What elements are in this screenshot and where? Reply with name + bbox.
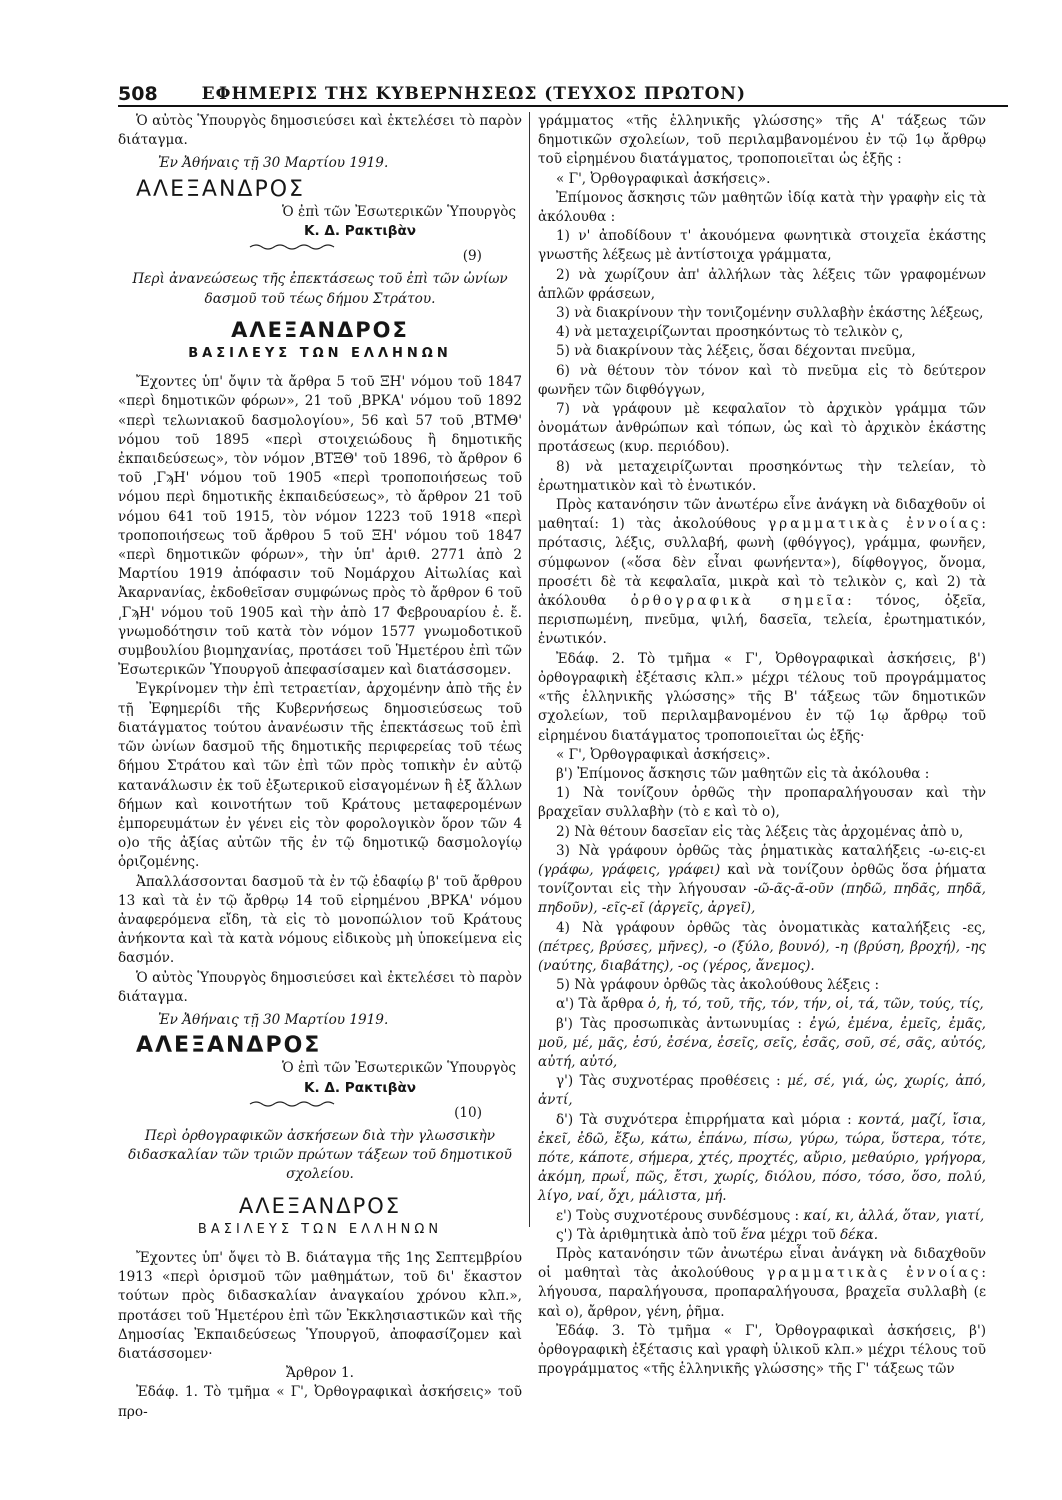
spaced-term: ὀρθογραφικὰ σημεῖα xyxy=(630,593,848,610)
list-item: 1) ν' ἀποδίδουν τ' ἀκουόμενα φωνητικὰ στοιχεῖα ἑκάστης γνωστῆς λέξεως μὲ ἀντίστοιχα γράμματα, xyxy=(538,228,986,264)
list-item: 5) νὰ διακρίνουν τὰς λέξεις, ὅσαι δέχονται πνεῦμα, xyxy=(556,343,916,360)
text-run: α') Τὰ ἄρθρα xyxy=(556,996,644,1013)
text-run: καὶ νὰ τονίζουν ὀρθῶς ὅσα ῥήματα τονίζονται εἰς τὴν λήγουσαν xyxy=(538,861,987,898)
decree-paragraph: β') Ἐπίμονος ἄσκησις τῶν μαθητῶν εἰς τὰ ἀκόλουθα : xyxy=(556,765,930,782)
article-heading: Ἄρθρον 1. xyxy=(286,1365,354,1382)
closing-paragraph: Ὁ αὐτὸς Ὑπουργὸς δημοσιεύσει καὶ ἐκτελέσει τὸ παρὸν διάταγμα. xyxy=(118,113,522,149)
list-item: 3) νὰ διακρίνουν τὴν τονιζομένην συλλαβὴν ἑκάστης λέξεως, xyxy=(556,305,984,322)
example-words: δέκα. xyxy=(840,1226,879,1243)
decree-paragraph: γράμματος «τῆς ἑλληνικῆς γλώσσης» τῆς Α' τάξεως τῶν δημοτικῶν σχολείων, τοῦ περιλαμβανομένου ἐν τῷ 1ῳ ἄρθρῳ τοῦ εἰρημένου διατάγματος, τροποποιεῖται ὡς ἑξῆς : xyxy=(538,113,986,168)
list-item xyxy=(538,1015,986,1073)
text-run: δ') Τὰ συχνότερα ἐπιρρήματα καὶ μόρια : xyxy=(556,1111,852,1128)
decree-paragraph: Ἔχοντες ὑπ' ὄψιν τὰ ἄρθρα 5 τοῦ ΞΗ' νόμου τοῦ 1847 «περὶ δημοτικῶν φόρων», 21 τοῦ ͵ΒΡΚΑ' νόμου τοῦ 1892 «περὶ τελωνιακοῦ δασμολογίου», 56 καὶ 57 τοῦ ͵ΒΤΜΘ' νόμου τοῦ 1895 «περὶ στοιχειώδους ἢ δημοτικῆς ἐκπαιδεύσεως», τὸν νόμον ͵ΒΤΞΘ' τοῦ 1896, τὸ ἄρθρον 6 τοῦ ͵ΓϡΗ' νόμου τοῦ 1905 «περὶ τροποποιήσεως τοῦ νόμου περὶ δημοτικῆς ἐκπαιδεύσεως», τὸ ἄρθρον 21 τοῦ νόμου 641 τοῦ 1915, τὸν νόμον 1223 τοῦ 1918 «περὶ τροποποιήσεως τοῦ ἄρθρου 5 τοῦ ΞΗ' νόμου τοῦ 1847 «περὶ δημοτικῶν φόρων», τὴν ὑπ' ἀριθ. 2771 ἀπὸ 2 Μαρτίου 1919 ἀπόφασιν τοῦ Νομάρχου Αἰτωλίας καὶ Ἀκαρνανίας, ἐκδοθεῖσαν συμφώνως πρὸς τὸ ἄρθρον 6 τοῦ ͵ΓϡΗ' νόμου τοῦ 1905 καὶ τὴν ἀπὸ 17 Φεβρουαρίου ἐ. ἔ. γνωμοδότησιν τοῦ κατὰ τὸν νόμον 1577 γνωμοδοτικοῦ συμβουλίου βιομηχανίας, προτάσει τοῦ Ἡμετέρου ἐπὶ τῶν Ἐσωτερικῶν Ὑπουργοῦ ἀπεφασίσαμεν καὶ διατάσσομεν. xyxy=(118,374,522,679)
closing-paragraph: Ὁ αὐτὸς Ὑπουργὸς δημοσιεύσει καὶ ἐκτελέσει τὸ παρὸν διάταγμα. xyxy=(118,969,522,1005)
spaced-term: γραμματικὰς ἐννοίας xyxy=(768,516,982,533)
example-words: -ῶ-ᾶς-ᾶ-οῦν (πηδῶ, πηδᾶς, πηδᾶ, πηδοῦν), -εῖς-εῖ (ἀργεῖς, ἀργεῖ), xyxy=(538,881,987,917)
text-run: Πρὸς κατανόησιν τῶν ἀνωτέρω εἶναι ἀνάγκη νὰ διδαχθοῦν οἱ μαθηταὶ τὰς ἀκολούθους xyxy=(538,1245,986,1282)
list-item: 8) νὰ μεταχειρίζωνται προσηκόντως τὴν τελείαν, τὸ ἐρωτηματικὸν καὶ τὸ ἑνωτικόν. xyxy=(538,458,986,494)
text-run: Πρὸς κατανόησιν τῶν ἀνωτέρω εἶνε ἀνάγκη νὰ διδαχθοῦν οἱ μαθηταί: 1) τὰς ἀκολούθους xyxy=(538,497,986,533)
text-run: : λήγουσα, παραλήγουσα, προπαραλήγουσα, βραχεῖα συλλαβὴ (ε καὶ ο), ἄρθρον, γένη, ῥῆμα. xyxy=(538,1265,986,1320)
section-heading: « Γ', Ὀρθογραφικαὶ ἀσκήσεις». xyxy=(556,170,771,187)
minister-title: Ὁ ἐπὶ τῶν Ἐσωτερικῶν Ὑπουργὸς xyxy=(282,1060,516,1077)
list-item: 6) νὰ θέτουν τὸν τόνον καὶ τὸ πνεῦμα εἰς τὸ δεύτερον φωνῆεν τῶν διφθόγγων, xyxy=(538,362,986,398)
text-run: 1) Νὰ τονίζουν ὀρθῶς τὴν προπαραλήγουσαν καὶ τὴν βραχεῖαν συλλαβὴν xyxy=(538,785,986,821)
example-words: (γράφω, γράφεις, γράφει) xyxy=(538,861,721,878)
royal-title-heading: ΒΑΣΙΛΕΥΣ ΤΩΝ ΕΛΛΗΝΩΝ xyxy=(197,1221,443,1237)
example-words: (πέτρες, βρύσες, μῆνες), -ο (ξύλο, βουνό), -η (βρύση, βροχή), -ης (ναύτης, διαβάτης), -ος (γέρος, ἄνεμος). xyxy=(538,938,986,974)
text-run: γ') Τὰς συχνοτέρας προθέσεις : xyxy=(556,1073,781,1090)
decree-paragraph: Ἀπαλλάσσονται δασμοῦ τὰ ἐν τῷ ἐδαφίῳ β' τοῦ ἄρθρου 13 καὶ τὰ ἐν τῷ ἄρθρῳ 14 τοῦ εἰρημένου ͵ΒΡΚΑ' νόμου ἀναφερόμενα εἴδη, τὰ εἰς τὸ μονοπώλιον τοῦ Κράτους ἀνήκοντα καὶ τὰ κατὰ νόμους εἰδικοὺς μὴ ὑποκείμενα εἰς δασμόν. xyxy=(118,873,522,967)
minister-title: Ὁ ἐπὶ τῶν Ἐσωτερικῶν Ὑπουργὸς xyxy=(282,203,516,220)
gazette-masthead: ΕΦΗΜΕΡΙΣ ΤΗΣ ΚΥΒΕΡΝΗΣΕΩΣ (ΤΕΥΧΟΣ ΠΡΩΤΟΝ) xyxy=(201,84,747,104)
text-run: μέχρι τοῦ xyxy=(770,1226,836,1243)
list-item xyxy=(538,842,986,919)
decree-number: (9) xyxy=(462,248,482,265)
list-item xyxy=(538,784,986,822)
king-signature: ΑΛΕΞΑΝΔΡΟΣ xyxy=(136,176,305,202)
page-number: 508 xyxy=(118,83,158,105)
example-words: ἕνα xyxy=(740,1226,766,1243)
decree-paragraph: Ἐδάφ. 1. Τὸ τμῆμα « Γ', Ὀρθογραφικαὶ ἀσκήσεις» τοῦ προ- xyxy=(118,1384,522,1420)
decree-paragraph xyxy=(538,496,986,650)
text-run: 3) Νὰ γράφουν ὀρθῶς τὰς ῥηματικὰς καταλήξεις -ω-εις-ει xyxy=(556,842,986,859)
text-run: ς') Τὰ ἀριθμητικὰ ἀπὸ τοῦ xyxy=(556,1226,737,1243)
royal-name-heading: ΑΛΕΞΑΝΔΡΟΣ xyxy=(231,317,409,342)
decree-paragraph xyxy=(538,1245,986,1322)
decree-paragraph: Ἐπίμονος ἄσκησις τῶν μαθητῶν ἰδίᾳ κατὰ τὴν γραφὴν εἰς τὰ ἀκόλουθα : xyxy=(538,189,986,226)
list-item xyxy=(538,1226,986,1245)
right-column xyxy=(538,112,986,1379)
text-run: 4) Νὰ γράφουν ὀρθῶς τὰς ὀνοματικὰς καταλήξεις -ες, xyxy=(556,919,986,936)
example-words: ὁ, ἡ, τό, τοῦ, τῆς, τόν, τήν, οἱ, τά, τῶν, τούς, τίς, xyxy=(647,996,984,1013)
text-run: (τὸ ε καὶ τὸ ο), xyxy=(677,804,780,821)
minister-signature: Κ. Δ. Ρακτιβὰν xyxy=(303,1079,417,1096)
list-item xyxy=(538,995,986,1014)
decree-paragraph: Ἐγκρίνομεν τὴν ἐπὶ τετραετίαν, ἀρχομένην ἀπὸ τῆς ἐν τῇ Ἐφημερίδι τῆς Κυβερνήσεως δημοσιεύσεως τοῦ διατάγματος τούτου ἀνανέωσιν τῆς ἐπεκτάσεως τοῦ ἐπὶ τῶν ὠνίων δασμοῦ τῆς δημοτικῆς περιφερείας τοῦ τέως δήμου Στράτου καὶ τῶν ἐπὶ τῶν πρὸς τοπικὴν ἐν αὐτῷ κατανάλωσιν ἐκ τοῦ ἐξωτερικοῦ εἰσαγομένων ἢ ἐξ ἄλλων δήμων καὶ κοινοτήτων τοῦ Κράτους μεταφερομένων ἐμπορευμάτων ἐν γένει εἰς τὸν φορολογικὸν ὅρον τῶν 4 ο)ο τῆς ἀξίας αὐτῶν τῆς ἐν τῷ δημοτικῷ δασμολογίῳ ὁριζομένης. xyxy=(118,681,522,871)
decree-paragraph: Ἐδάφ. 2. Τὸ τμῆμα « Γ', Ὀρθογραφικαὶ ἀσκήσεις, β') ὀρθογραφικὴ ἐξέτασις κλπ.» μέχρι τέλους τοῦ προγράμματος «τῆς ἑλληνικῆς γλώσσης» τῆς Β' τάξεως τῶν δημοτικῶν σχολείων, τοῦ περιλαμβανομένου ἐν τῷ 1ῳ ἄρθρῳ τοῦ εἰρημένου διατάγματος τροποποιεῖται ὡς ἑξῆς· xyxy=(538,650,986,744)
decree-title: Περὶ ἀνανεώσεως τῆς ἐπεκτάσεως τοῦ ἐπὶ τῶν ὠνίων δασμοῦ τοῦ τέως δήμου Στράτου. xyxy=(132,271,508,307)
minister-signature: Κ. Δ. Ρακτιβὰν xyxy=(303,223,417,240)
spaced-term: γραμματικὰς ἐννοίας xyxy=(767,1265,982,1282)
text-run: ε') Τοὺς συχνοτέρους συνδέσμους : xyxy=(556,1207,800,1224)
king-signature: ΑΛΕΞΑΝΔΡΟΣ xyxy=(136,1033,322,1059)
list-item: 4) νὰ μεταχειρίζωνται προσηκόντως τὸ τελικὸν ς, xyxy=(556,324,904,341)
column-divider xyxy=(529,112,530,1227)
decree-date: Ἐν Ἀθήναις τῇ 30 Μαρτίου 1919. xyxy=(158,1011,389,1028)
list-item xyxy=(538,1111,986,1207)
list-item: 2) νὰ χωρίζουν ἀπ' ἀλλήλων τὰς λέξεις τῶν γραφομένων ἁπλῶν φράσεων, xyxy=(538,266,986,302)
decree-title: Περὶ ὀρθογραφικῶν ἀσκήσεων διὰ τὴν γλωσσικὴν διδασκαλίαν τῶν τριῶν πρώτων τάξεων τοῦ δημοτικοῦ σχολείου. xyxy=(128,1127,512,1183)
text-run: : τόνος, ὀξεῖα, περισπωμένη, πνεῦμα, ψιλή, δασεῖα, τελεία, ἐρωτηματικόν, ἑνωτικόν. xyxy=(538,593,986,648)
list-item xyxy=(538,1207,986,1226)
list-item xyxy=(538,919,986,977)
decree-date: Ἐν Ἀθήναις τῇ 30 Μαρτίου 1919. xyxy=(158,155,389,172)
royal-name-heading: ΑΛΕΞΑΝΔΡΟΣ xyxy=(238,1193,402,1218)
left-column xyxy=(118,112,522,1422)
page-header xyxy=(118,75,1008,107)
decree-paragraph: Ἐδάφ. 3. Τὸ τμῆμα « Γ', Ὀρθογραφικαὶ ἀσκήσεις, β') ὀρθογραφικὴ ἐξέτασις καὶ γραφὴ ὑλικοῦ κλπ.» μέχρι τέλους τοῦ προγράμματος «τῆς ἑλληνικῆς γλώσσης» τῆς Γ' τάξεως τῶν xyxy=(538,1322,986,1378)
list-item xyxy=(538,1072,986,1110)
royal-title-heading: ΒΑΣΙΛΕΥΣ ΤΩΝ ΕΛΛΗΝΩΝ xyxy=(188,346,452,362)
example-words: κοντά, μαζί, ἴσια, ἐκεῖ, ἐδῶ, ἔξω, κάτω, ἐπάνω, πίσω, γύρω, τώρα, ὕστερα, τότε, πότε, κάποτε, σήμερα, χτές, προχτές, αὔριο, μεθαύριο, γρήγορα, ἀκόμη, πρωΐ, πῶς, ἔτσι, χωρίς, διόλου, πόσο, τόσο, ὅσο, πολύ, λίγο, ναί, ὄχι, μάλιστα, μή. xyxy=(538,1111,986,1205)
example-words: ἐγώ, ἐμένα, ἐμεῖς, ἐμᾶς, μοῦ, μέ, μᾶς, ἐσύ, ἐσένα, ἐσεῖς, σεῖς, ἐσᾶς, σοῦ, σέ, σᾶς, αὐτός, αὐτή, αὐτό, xyxy=(538,1015,986,1070)
list-item: 7) νὰ γράφουν μὲ κεφαλαῖον τὸ ἀρχικὸν γράμμα τῶν ὀνομάτων ἀνθρώπων καὶ τόπων, ὡς καὶ τὸ ἀρχικὸν ἑκάστης προτάσεως (κυρ. περιόδου). xyxy=(538,401,986,456)
list-item: 2) Νὰ θέτουν δασεῖαν εἰς τὰς λέξεις τὰς ἀρχομένας ἀπὸ υ, xyxy=(556,823,964,840)
text-run: : πρότασις, λέξις, συλλαβή, φωνὴ (φθόγγος), γράμμα, φωνῆεν, σύμφωνον («ὅσα δὲν εἶναι φωνήεντα»), δίφθογγος, ὄνομα, προσέτι δὲ τὰ κεφαλαῖα, μικρὰ καὶ τὸ τελικὸν ς, καὶ 2) τὰ ἀκόλουθα xyxy=(538,516,986,610)
decree-paragraph: Ἔχοντες ὑπ' ὄψει τὸ Β. διάταγμα τῆς 1ης Σεπτεμβρίου 1913 «περὶ ὁρισμοῦ τῶν μαθημάτων, τοῦ δι' ἕκαστον τούτων πρὸς διδασκαλίαν ἀναγκαίου χρόνου κλπ.», προτάσει τοῦ Ἡμετέρου ἐπὶ τῶν Ἐκκλησιαστικῶν καὶ τῆς Δημοσίας Ἐκπαιδεύσεως Ὑπουργοῦ, ἀποφασίζομεν καὶ διατάσσομεν· xyxy=(118,1249,522,1362)
list-item: 5) Νὰ γράφουν ὀρθῶς τὰς ἀκολούθους λέξεις : xyxy=(556,977,880,994)
section-heading: « Γ', Ὀρθογραφικαὶ ἀσκήσεις». xyxy=(556,746,771,763)
decree-number: (10) xyxy=(454,1104,482,1121)
example-words: μέ, σέ, γιά, ὡς, χωρίς, ἀπό, ἀντί, xyxy=(538,1073,986,1109)
example-words: καί, κι, ἀλλά, ὅταν, γιατί, xyxy=(803,1207,985,1224)
text-run: β') Τὰς προσωπικὰς ἀντωνυμίας : xyxy=(556,1015,802,1032)
